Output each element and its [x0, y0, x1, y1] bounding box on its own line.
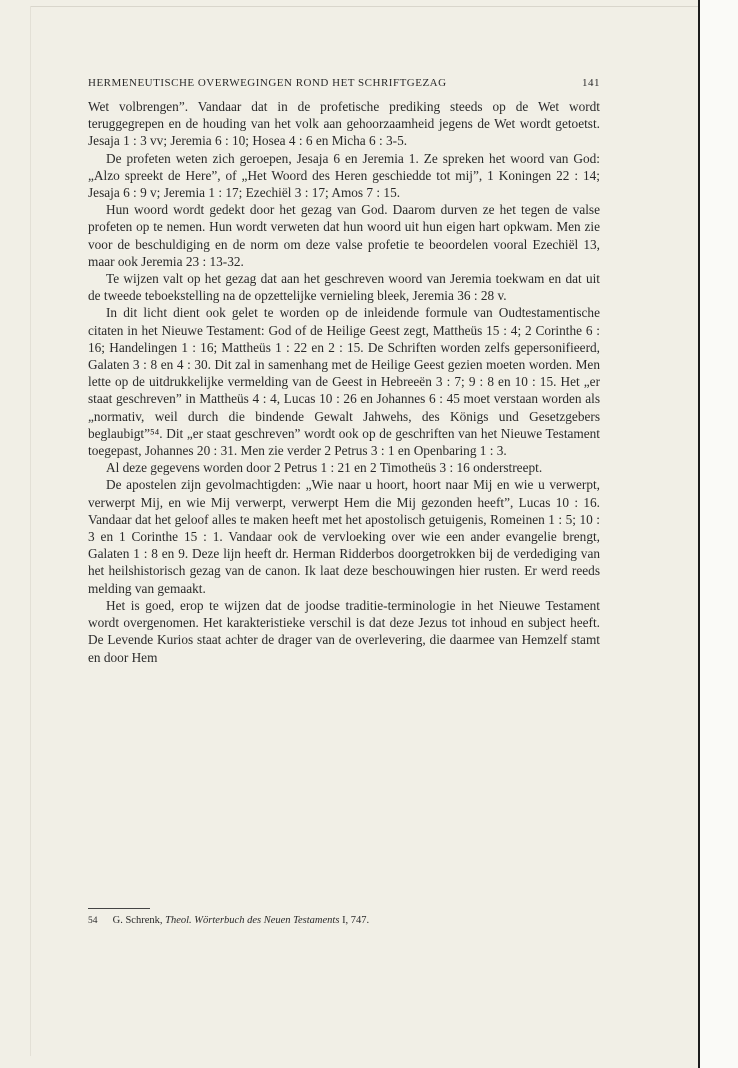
footnote-ref: I, 747.	[342, 915, 370, 926]
page-edge-left	[30, 6, 31, 1056]
body-text	[88, 98, 600, 666]
footnote-author: G. Schrenk,	[112, 915, 163, 926]
paragraph: Het is goed, erop te wijzen dat de joodse traditie-terminologie in het Nieuwe Testament wordt overgenomen. Het karakteristieke verschil is dat deze Jezus tot inhoud en subject heeft. De Levende Kurios staat achter de drager van de overlevering, die daarmee van Hemzelf stamt en door Hem	[88, 597, 600, 665]
page-edge-right	[698, 0, 738, 1068]
footnote-rule	[88, 908, 150, 909]
paragraph: Wet volbrengen”. Vandaar dat in de profetische prediking steeds op de Wet wordt teruggegrepen en de houding van het volk aan gehoorzaamheid jegens de Wet wordt getoetst. Jesaja 1 : 3 vv; Jeremia 6 : 10; Hosea 4 : 6 en Micha 6 : 3-5.	[88, 99, 600, 149]
paragraph: Al deze gegevens worden door 2 Petrus 1 : 21 en 2 Timotheüs 3 : 16 onderstreept.	[106, 460, 543, 476]
paragraph: Hun woord wordt gedekt door het gezag van God. Daarom durven ze het tegen de valse profeten op te nemen. Hun wordt verweten dat hun woord uit hun eigen hart opkwam. Men zie voor de beschuldiging en de norm om deze valse profetie te beoordelen vooral Ezechiël 13, maar ook Jeremia 23 : 13-32.	[88, 202, 600, 269]
paragraph: In dit licht dient ook gelet te worden op de inleidende formule van Oudtestamentische citaten in het Nieuwe Testament: God of de Heilige Geest zegt, Mattheüs 15 : 4; 2 Corinthe 6 : 16; Handelingen 1 : 16; Mattheüs 1 : 22 en 2 : 15. De Schriften worden zelfs gepersonifieerd, Galaten 3 : 8 en 4 : 30. Dit zal in samenhang met de Heilige Geest gezien moeten worden. Men lette op de uitdrukkelijke vermelding van de Geest in Hebreeën 3 : 7; 9 : 8 en 10 : 15. Het „er staat geschreven” in Mattheüs 4 : 4, Lucas 10 : 26 en Johannes 6 : 45 moet verstaan worden als „normativ, weil durch die bindende Gewalt Jahwehs, des Königs und Gesetzgebers beglaubigt”⁵⁴. Dit „er staat geschreven” wordt ook op de geschriften van het Nieuwe Testament toegepast, Johannes 20 : 31. Men zie verder 2 Petrus 3 : 1 en Openbaring 1 : 3.	[88, 305, 600, 459]
page-number: 141	[582, 77, 600, 89]
paragraph: Te wijzen valt op het gezag dat aan het geschreven woord van Jeremia toekwam en dat uit de tweede teboekstelling na de opzettelijke vernieling bleek, Jeremia 36 : 28 v.	[88, 271, 600, 304]
running-header	[88, 77, 600, 89]
running-title: HERMENEUTISCHE OVERWEGINGEN ROND HET SCHRIFTGEZAG	[88, 77, 447, 89]
paragraph: De profeten weten zich geroepen, Jesaja 6 en Jeremia 1. Ze spreken het woord van God: „Alzo spreekt de Here”, of „Het Woord des Heren geschiedde tot mij”, 1 Koningen 22 : 14; Jesaja 6 : 9 v; Jeremia 1 : 17; Ezechiël 3 : 17; Amos 7 : 15.	[88, 150, 600, 201]
footnote-number: 54	[88, 916, 98, 926]
page-edge-top	[30, 6, 698, 7]
paragraph: De apostelen zijn gevolmachtigden: „Wie naar u hoort, hoort naar Mij en wie u verwerpt, verwerpt Mij, en wie Mij verwerpt, verwerpt Hem die Mij gezonden heeft”, Lucas 10 : 16. Vandaar dat het geloof alles te maken heeft met het apostolisch getuigenis, Romeinen 1 : 5; 10 : 3 en 1 Corinthe 15 : 1. Vandaar ook de vervloeking over wie een ander evangelie brengt, Galaten 1 : 8 en 9. Deze lijn heeft dr. Herman Ridderbos doorgetrokken bij de verdediging van het heilshistorisch gezag van de canon. Ik laat deze beschouwingen hier rusten. Er werd reeds melding van gemaakt.	[88, 477, 600, 596]
footnote	[88, 914, 600, 928]
footnote-work: Theol. Wörterbuch des Neuen Testaments	[165, 915, 340, 926]
